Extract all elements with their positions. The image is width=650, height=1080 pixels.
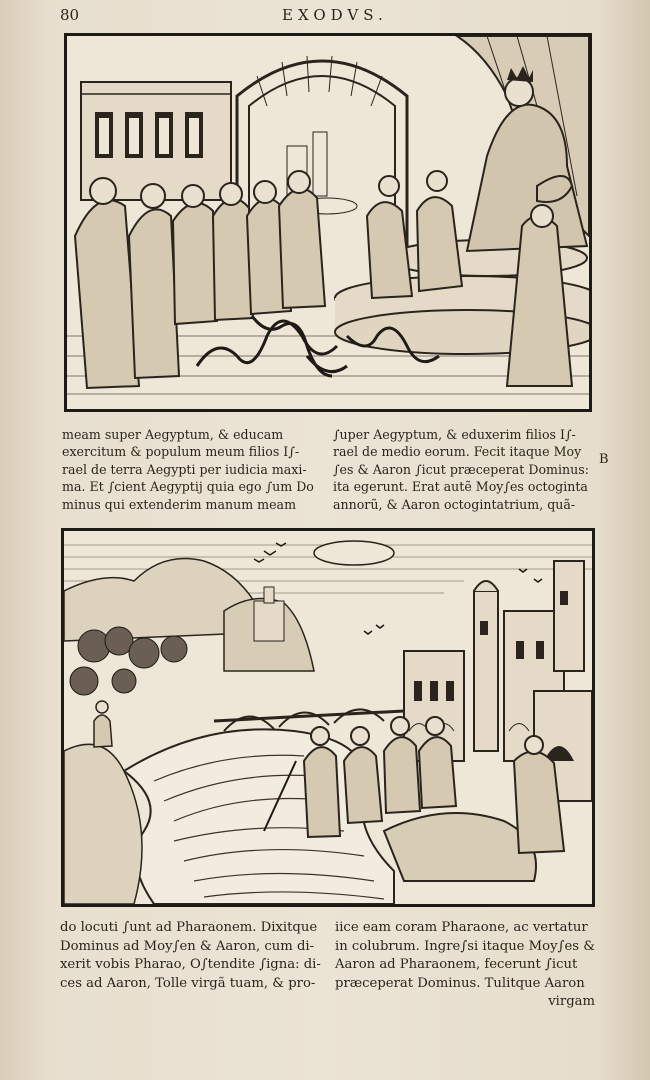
text-line: Dominus ad Moy∫en & Aaron, cum di- xyxy=(60,938,315,954)
text-line: annorũ, & Aaron octogintatrium, quã- xyxy=(333,496,576,512)
text-line: meam super Aegyptum, & educam xyxy=(62,427,284,442)
woodcut-illustration-pharaoh-court xyxy=(64,33,592,412)
text-line: Aaron ad Pharaonem, fecerunt ∫icut xyxy=(335,957,578,973)
page-header xyxy=(0,4,650,26)
text-line: in colubrum. Ingre∫si itaque Moy∫es & xyxy=(335,938,595,954)
catchword: virgam xyxy=(548,994,595,1010)
text-column-upper-left xyxy=(62,426,322,513)
text-line: rael de medio eorum. Fecit itaque Moy xyxy=(333,444,582,460)
page-number: 80 xyxy=(60,6,80,24)
text-line: ∫uper Aegyptum, & eduxerim filios I∫- xyxy=(333,427,576,442)
text-line: ma. Et ∫cient Aegyptij quia ego ∫um Do xyxy=(62,479,314,495)
text-line: xerit vobis Pharao, O∫tendite ∫igna: di- xyxy=(60,957,321,973)
text-line: exercitum & populum meum filios I∫- xyxy=(62,444,300,460)
text-line: ces ad Aaron, Tolle virgã tuam, & pro- xyxy=(60,975,316,991)
text-column-upper-right xyxy=(333,426,595,513)
text-line: iice eam coram Pharaone, ac vertatur xyxy=(335,920,588,935)
text-line: do locuti ∫unt ad Pharaonem. Dixitque xyxy=(60,920,318,935)
woodcut-illustration-river-nile xyxy=(61,528,595,907)
running-head: EXODVS. xyxy=(282,6,388,24)
text-line: ita egerunt. Erat autẽ Moy∫es octoginta xyxy=(333,479,588,495)
text-line: rael de terra Aegypti per iudicia maxi- xyxy=(62,461,307,477)
text-line: ∫es & Aaron ∫icut præceperat Dominus: xyxy=(333,461,589,477)
text-column-lower-right xyxy=(335,919,595,1012)
text-line: minus qui extenderim manum meam xyxy=(62,496,297,512)
text-column-lower-left xyxy=(60,919,326,993)
marginal-section-letter: B xyxy=(599,452,609,467)
text-line: præceperat Dominus. Tulitque Aaron xyxy=(335,975,585,991)
